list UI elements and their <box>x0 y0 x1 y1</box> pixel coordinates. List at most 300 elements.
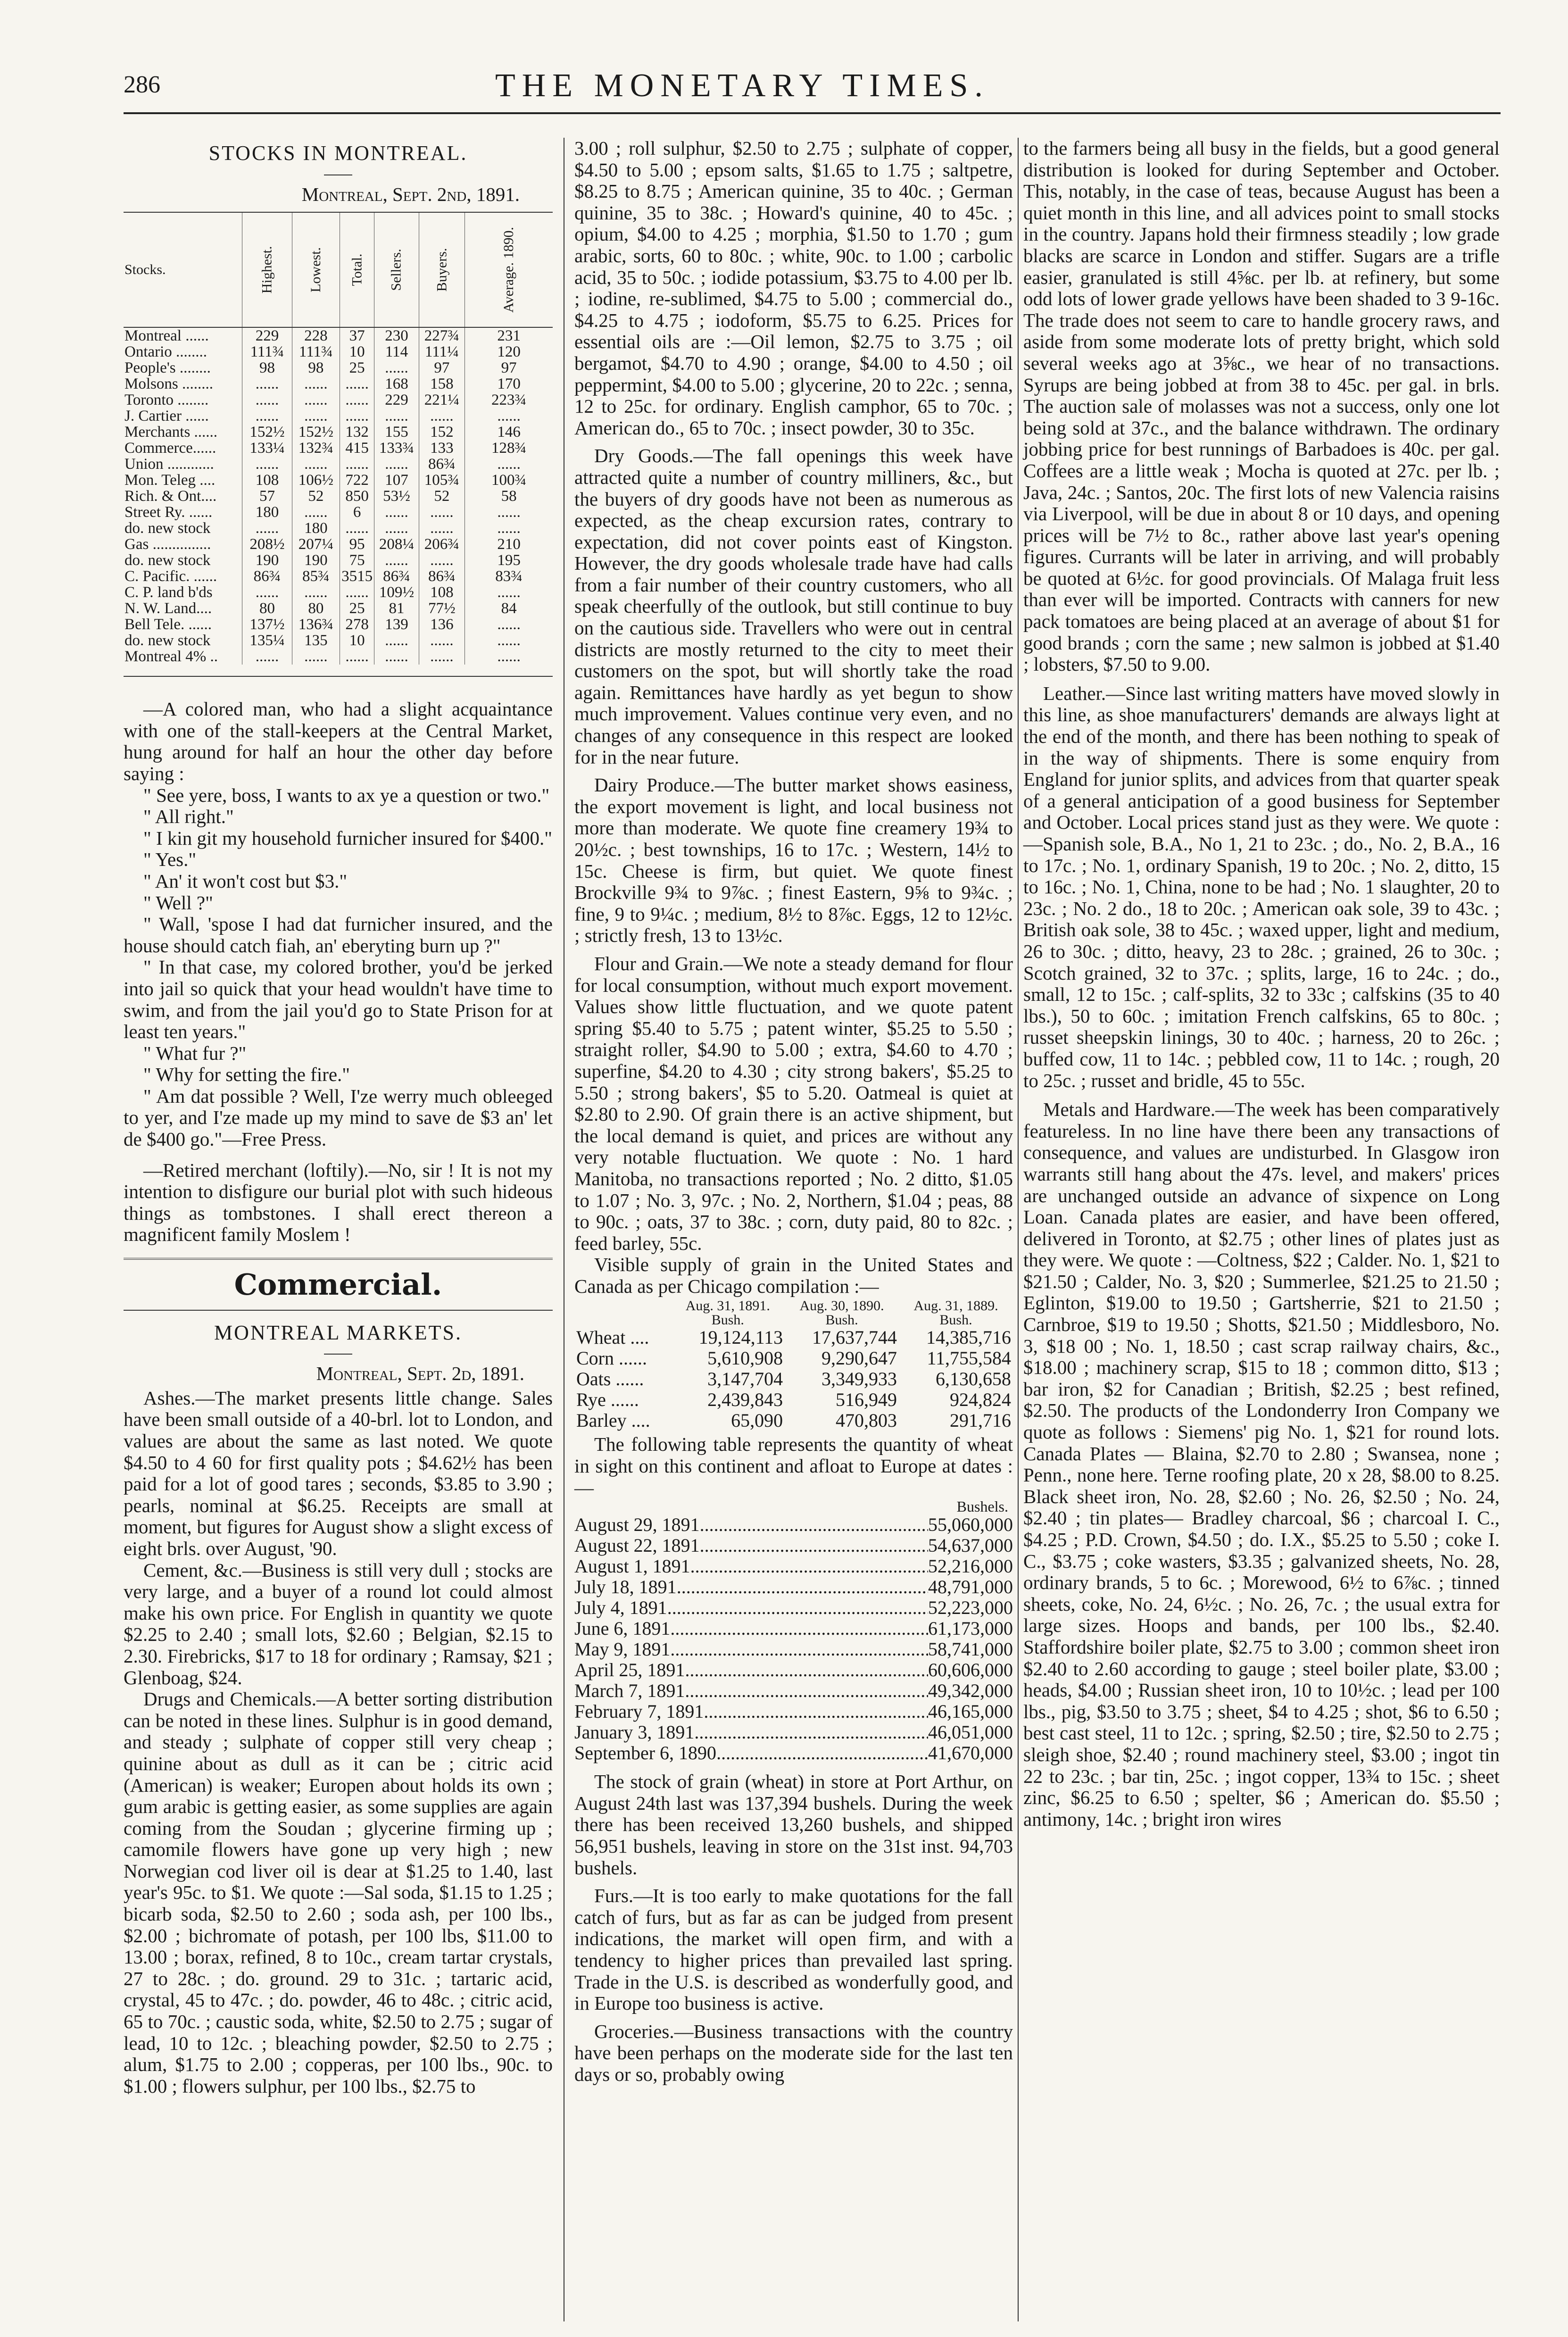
table-row <box>124 424 553 440</box>
grain-value-cell: 3,349,933 <box>821 1368 897 1390</box>
table-row <box>124 616 553 632</box>
stock-value-cell: ...... <box>242 376 292 392</box>
stocks-dateline: Montreal, Sept. 2nd, 1891. <box>301 183 520 205</box>
drugs-continued: 3.00 ; roll sulphur, $2.50 to 2.75 ; sulphate of copper, $4.50 to 5.00 ; epsom salts, $1.65 to 1.75 ; saltpetre, $8.25 to 8.75 ; American quinine, 35 to 40c. ; German quinine, 35 to 38c. ; Howard's quinine, 40 to 45c. ; opium, $4.00 to 4.25 ; morphia, $1.50 to 1.70 ; gum arabic, sorts, 60 to 80c. ; white, 90c. to 1.00 ; carbolic acid, 35 to 50c. ; iodide potassium, $3.75 to 4.00 per lb. ; iodine, re-sublimed, $4.75 to 5.00 ; commercial do., $4.25 to 4.75 ; iodoform, $5.75 to 6.25. Prices for essential oils are :—Oil lemon, $2.75 to 3.75 ; oil bergamot, $4.70 to 4.90 ; orange, $4.00 to 4.50 ; oil peppermint, $4.00 to 5.00 ; glycerine, 20 to 22c. ; senna, 12 to 25c. for ordinary. English camphor, 65 to 70c. ; American do., 65 to 70c. ; insect powder, 30 to 35c. <box>574 137 1013 439</box>
stock-value-cell: ...... <box>292 376 340 392</box>
grain-value-cell: 924,824 <box>950 1389 1011 1411</box>
masthead-rule <box>124 112 1501 114</box>
grain-name-cell: Wheat .... <box>576 1327 649 1348</box>
stock-value-cell: ...... <box>374 632 419 649</box>
groceries-paragraph: Groceries.—Business transactions with the country have been perhaps on the moderate side for the last ten days or so, probably owing <box>574 2020 1013 2085</box>
stock-value-cell: ...... <box>374 360 419 376</box>
table-row <box>124 344 553 360</box>
list-item <box>574 1577 1013 1597</box>
stock-value-cell: 722 <box>340 472 374 488</box>
dot-leader <box>670 1618 928 1639</box>
stock-value-cell: 83¾ <box>465 568 553 584</box>
stock-value-cell: 139 <box>374 616 419 632</box>
stock-value-cell: 111¾ <box>242 344 292 360</box>
stock-name-cell: Merchants ...... <box>124 424 218 441</box>
grain-value-cell: 17,637,744 <box>812 1327 897 1348</box>
stock-value-cell: 207¼ <box>292 536 340 552</box>
column-header: Total. <box>340 212 374 327</box>
table-row <box>124 600 553 616</box>
stock-name-cell: Molsons ........ <box>124 375 213 393</box>
dot-leader <box>685 1680 928 1701</box>
stock-value-cell: 230 <box>374 327 419 344</box>
table-row <box>124 649 553 665</box>
stocks-heading: STOCKS IN MONTREAL. <box>208 141 468 165</box>
heading-rule <box>324 1354 352 1355</box>
wheat-bushels: 55,060,000 <box>928 1514 1013 1536</box>
stock-value-cell: 223¾ <box>465 392 553 408</box>
wheat-bushels: 46,165,000 <box>928 1701 1013 1722</box>
stock-value-cell: ...... <box>242 584 292 600</box>
column-header: Sellers. <box>374 212 419 327</box>
wheat-date: January 3, 1891 <box>574 1722 695 1743</box>
stock-value-cell: ...... <box>242 408 292 424</box>
wheat-date: June 6, 1891 <box>574 1618 671 1639</box>
dot-leader <box>716 1743 928 1763</box>
stock-value-cell: ...... <box>374 520 419 536</box>
stock-value-cell: ...... <box>340 520 374 536</box>
list-item <box>574 1743 1013 1763</box>
stock-value-cell: 81 <box>374 600 419 616</box>
column-header: Highest. <box>242 212 292 327</box>
stock-value-cell: 132 <box>340 424 374 440</box>
stock-value-cell: 158 <box>419 376 465 392</box>
list-item <box>574 1639 1013 1660</box>
stock-value-cell: ...... <box>242 392 292 408</box>
stock-name-cell: C. Pacific. ...... <box>124 568 217 585</box>
paragraph: " Wall, 'spose I had dat furnicher insured, and the house should catch fiah, an' eberyting burn up ?" <box>124 913 553 956</box>
stock-value-cell: 98 <box>292 360 340 376</box>
paragraph: " An' it won't cost but $3." <box>143 870 348 892</box>
stock-value-cell: 57 <box>242 488 292 504</box>
stock-value-cell: 190 <box>242 552 292 568</box>
stock-value-cell: 86¾ <box>374 568 419 584</box>
table-row <box>124 536 553 552</box>
column-header: Average. 1890. <box>465 212 553 327</box>
table-row <box>124 632 553 649</box>
dot-leader <box>704 1701 928 1722</box>
stock-value-cell: ...... <box>465 408 553 424</box>
paragraph: " Well ?" <box>143 891 213 914</box>
stock-value-cell: 108 <box>242 472 292 488</box>
wheat-date: July 18, 1891 <box>574 1576 677 1598</box>
grain-value-cell: 9,290,647 <box>821 1347 897 1369</box>
divider <box>124 676 553 677</box>
list-item <box>574 1556 1013 1577</box>
stock-value-cell: ...... <box>242 520 292 536</box>
metals-paragraph: Metals and Hardware.—The week has been comparatively featureless. In no line have there been any transactions of consequence, and values are undisturbed. In Glasgow iron warrants still hang about the 47s. level, and makers' prices are unchanged outside an advance of sixpence on Long Loan. Canada plates are easier, and have been offered, delivered in Toronto, at $2.75 ; other lines of plates just as they were. We quote : —Coltness, $22 ; Calder. No. 1, $21 to $21.50 ; Calder, No. 3, $20 ; Summerlee, $21.25 to 21.50 ; Eglinton, $19.00 to 19.50 ; Gartsherrie, $21 to 21.50 ; Carnbroe, $19 to 19.50 ; Shotts, $21.50 ; Middlesboro, No. 3, $18 00 ; No. 1, 18.50 ; cast scrap railway chairs, &c., $18.00 ; machinery scrap, $15 to 18 ; common ditto, $13 ; bar iron, $2 for Canadian ; British, $2.25 ; best refined, $2.50. The products of the Londonderry Iron Company we quote as follows : Siemens' pig No. 1, $21 for round lots. Canada Plates — Blaina, $2.70 to 2.80 ; Swansea, none ; Penn., none here. Terne roofing plate, 20 x 28, $8.00 to 8.25. Black sheet iron, No. 28, $2.60 ; No. 26, $2.50 ; No. 24, $2.40 ; tin plates— Bradley charcoal, $6 ; charcoal I. C., $4.25 ; P.D. Crown, $4.50 ; do. I.X., $5.25 to 5.50 ; coke I. C., $3.75 ; coke wasters, $3.35 ; galvanized sheets, No. 28, ordinary brands, 5 to 6c. ; Morewood, 6½ to 6⅞c. ; tinned sheets, coke, No. 24, 6½c. ; No. 26, 7c. ; the usual extra for large sizes. Hoops and bands, per 100 lbs., $2.40. Staffordshire boiler plate, $2.75 to 3.00 ; common sheet iron $2.40 to 2.60 according to gauge ; steel boiler plate, $3.00 ; heads, $4.00 ; Russian sheet iron, 10 to 10½c. ; lead per 100 lbs., pig, $3.50 to 3.75 ; sheet, $4 to 4.25 ; shot, $6 to 6.50 ; best cast steel, 11 to 12c. ; spring, $2.50 ; tire, $2.50 to 2.75 ; sleigh shoe, $2.40 ; round machinery steel, $3.00 ; ingot tin 22 to 23c. ; bar tin, 25c. ; ingot copper, 13¾ to 15c. ; sheet zinc, $6.25 to 6.50 ; spelter, $6 ; American do. $5.50 ; antimony, 14c. ; bright iron wires <box>1023 1098 1500 1830</box>
dot-leader <box>700 1535 928 1556</box>
stock-name-cell: C. P. land b'ds <box>124 584 213 601</box>
stock-value-cell: 111¼ <box>419 344 465 360</box>
stock-value-cell: 52 <box>292 488 340 504</box>
stock-value-cell: 210 <box>465 536 553 552</box>
grain-supply-table <box>574 1299 1013 1431</box>
wheat-unit: Bushels. <box>956 1498 1008 1515</box>
list-item <box>574 1722 1013 1743</box>
stock-value-cell: 100¾ <box>465 472 553 488</box>
dot-leader <box>667 1597 928 1618</box>
stock-value-cell: ...... <box>465 616 553 632</box>
list-item <box>574 1701 1013 1722</box>
stock-value-cell: ...... <box>374 456 419 472</box>
section-title: Commercial. <box>234 1267 442 1302</box>
column-1 <box>124 138 553 2097</box>
stock-value-cell: 10 <box>340 632 374 649</box>
stock-value-cell: 132¾ <box>292 440 340 456</box>
stock-value-cell: 85¾ <box>292 568 340 584</box>
grain-name-cell: Corn ...... <box>576 1347 647 1369</box>
furs-paragraph: Furs.—It is too early to make quotations for the fall catch of furs, but as far as can be judged from present indications, the market will open firm, and with a tendency to higher prices than prevailed last spring. Trade in the U.S. is described as wonderfully good, and in Europe too business is active. <box>574 1885 1013 2014</box>
stock-value-cell: ...... <box>340 408 374 424</box>
stock-value-cell: ...... <box>242 456 292 472</box>
stock-value-cell: ...... <box>292 504 340 520</box>
column-header: Aug. 31, 1891. Bush. <box>685 1298 770 1328</box>
stock-value-cell: ...... <box>374 408 419 424</box>
stock-value-cell: 98 <box>242 360 292 376</box>
stock-name-cell: J. Cartier ...... <box>124 408 209 425</box>
stock-name-cell: Toronto ........ <box>124 391 209 409</box>
stock-name-cell: do. new stock <box>124 632 211 649</box>
wheat-date: July 4, 1891 <box>574 1597 667 1619</box>
stock-value-cell: ...... <box>419 504 465 520</box>
wheat-date: April 25, 1891 <box>574 1659 685 1681</box>
leather-paragraph: Leather.—Since last writing matters have moved slowly in this line, as shoe manufacturers' demands are always light at the end of the month, and there has been nothing to speak of in the way of shipments. There is some enquiry from England for junior splits, and advices from that quarter speak of a general anticipation of a good business for September and October. Local prices stand just as they were. We quote :—Spanish sole, B.A., No 1, 21 to 23c. ; do., No. 2, B.A., 16 to 17c. ; No. 1, ordinary Spanish, 19 to 20c. ; No. 2, ditto, 15 to 16c. ; No. 1, China, none to be had ; No. 1 slaughter, 20 to 23c. ; No. 2 do., 18 to 20c. ; American oak sole, 39 to 43c. ; British oak sole, 38 to 45c. ; waxed upper, light and medium, 26 to 30c. ; ditto, heavy, 23 to 28c. ; grained, 26 to 30c. ; Scotch grained, 32 to 37c. ; splits, large, 16 to 24c. ; do., small, 12 to 15c. ; calf-splits, 32 to 33c ; calfskins (35 to 40 lbs.), 50 to 60c. ; imitation French calfskins, 65 to 80c. ; russet sheepskin linings, 30 to 40c. ; harness, 20 to 26c. ; buffed cow, 11 to 14c. ; pebbled cow, 11 to 14c. ; rough, 20 to 25c. ; russet and bridle, 45 to 55c. <box>1023 682 1500 1091</box>
wheat-bushels: 46,051,000 <box>928 1722 1013 1743</box>
stock-value-cell: 3515 <box>340 568 374 584</box>
wheat-bushels: 52,216,000 <box>928 1555 1013 1577</box>
flour-paragraph: Flour and Grain.—We note a steady demand for flour for local consumption, without much export movement. Values show little fluctuation, and we quote patent spring $5.40 to 5.75 ; patent winter, $5.25 to 5.50 ; straight roller, $4.90 to 5.00 ; extra, $4.60 to 4.70 ; superfine, $4.20 to 4.30 ; city strong bakers', $5.25 to 5.50 ; strong bakers', $5 to 5.20. Oatmeal is quiet at $2.80 to 2.90. Of grain there is an active shipment, but the local demand is quiet, and prices are without any very notable fluctuation. We quote : No. 1 hard Manitoba, no transactions reported ; No. 2 ditto, $1.05 to 1.07 ; No. 3, 97c. ; No. 2, Northern, $1.04 ; peas, 88 to 90c. ; oats, 37 to 38c. ; corn, duty paid, 80 to 82c. ; feed barley, 55c. <box>574 952 1013 1254</box>
table-row <box>124 520 553 536</box>
stock-value-cell: 180 <box>292 520 340 536</box>
markets-dateline: Montreal, Sept. 2d, 1891. <box>316 1363 524 1385</box>
dot-leader <box>677 1577 928 1597</box>
table-row <box>574 1389 1013 1410</box>
wheat-date: February 7, 1891 <box>574 1701 704 1722</box>
list-item <box>574 1680 1013 1701</box>
divider <box>124 1310 553 1311</box>
grain-value-cell: 65,090 <box>731 1410 783 1431</box>
wheat-bushels: 60,606,000 <box>928 1659 1013 1681</box>
anecdote <box>124 699 553 1246</box>
column-header: Stocks. <box>124 212 242 327</box>
masthead-title: THE MONETARY TIMES. <box>495 67 989 104</box>
stock-value-cell: ...... <box>465 520 553 536</box>
stock-value-cell: 86¾ <box>419 456 465 472</box>
cement-paragraph: Cement, &c.—Business is still very dull ; stocks are very large, and a buyer of a round lot could almost make his own price. For English in quantity we quote $2.25 to 2.40 ; small lots, $2.60 ; Belgian, $2.15 to 2.30. Firebricks, $17 to 18 for ordinary ; Ramsay, $21 ; Glenboag, $24. <box>124 1559 553 1688</box>
paragraph: " Yes." <box>143 848 197 871</box>
page-number: 286 <box>124 71 160 98</box>
stock-name-cell: N. W. Land.... <box>124 600 212 617</box>
grain-value-cell: 3,147,704 <box>707 1368 783 1390</box>
stock-value-cell: ...... <box>419 552 465 568</box>
stock-value-cell: 84 <box>465 600 553 616</box>
wheat-bushels: 41,670,000 <box>928 1742 1013 1764</box>
paragraph: " All right." <box>143 806 234 828</box>
stock-value-cell: 106½ <box>292 472 340 488</box>
stock-value-cell: 415 <box>340 440 374 456</box>
paragraph: —A colored man, who had a slight acquaintance with one of the stall-keepers at the Central Market, hung around for half an hour the other day before saying : <box>124 698 553 784</box>
stock-value-cell: ...... <box>465 456 553 472</box>
wheat-bushels: 58,741,000 <box>928 1638 1013 1660</box>
grain-name-cell: Barley .... <box>576 1410 650 1431</box>
stock-value-cell: 229 <box>374 392 419 408</box>
stocks-table <box>124 212 553 665</box>
stock-value-cell: ...... <box>465 504 553 520</box>
stock-value-cell: ...... <box>340 649 374 665</box>
stock-value-cell: 135 <box>292 632 340 649</box>
dairy-paragraph: Dairy Produce.—The butter market shows easiness, the export movement is light, and local business not more than moderate. We quote fine creamery 19¾ to 20½c. ; best townships, 16 to 17c. ; Western, 14½ to 15c. Cheese is firm, but quiet. We quote finest Brockville 9¾ to 9⅞c. ; finest Eastern, 9⅝ to 9¾c. ; fine, 9 to 9¼c. ; medium, 8½ to 8⅞c. Eggs, 12 to 12½c. ; strictly fresh, 13 to 13½c. <box>574 774 1013 947</box>
ashes-paragraph: Ashes.—The market presents little change. Sales have been small outside of a 40-brl. lot to London, and values are about the same as last noted. We quote $4.50 to 4 60 for first quality pots ; $4.62½ has been paid for a lot of good tares ; seconds, $3.85 to 3.90 ; pearls, nominal at $6.25. Receipts are small at moment, but figures for August show a slight excess of eight brls. over August, '90. <box>124 1387 553 1559</box>
stocks-table-body <box>124 327 553 665</box>
stock-value-cell: 136¾ <box>292 616 340 632</box>
dot-leader <box>685 1660 928 1680</box>
column-divider <box>1018 138 1019 2321</box>
column-3 <box>1023 138 1500 1830</box>
stock-value-cell: ...... <box>374 649 419 665</box>
stock-value-cell: ...... <box>292 392 340 408</box>
stock-name-cell: Union ............ <box>124 456 214 473</box>
stock-value-cell: 111¾ <box>292 344 340 360</box>
table-row <box>124 376 553 392</box>
stock-value-cell: 229 <box>242 327 292 344</box>
table-row <box>124 488 553 504</box>
table-row <box>124 472 553 488</box>
stock-value-cell: 133¼ <box>242 440 292 456</box>
stock-value-cell: 80 <box>292 600 340 616</box>
stock-value-cell: 190 <box>292 552 340 568</box>
dot-leader <box>694 1722 928 1743</box>
stock-value-cell: 168 <box>374 376 419 392</box>
grain-value-cell: 14,385,716 <box>926 1327 1011 1348</box>
table-row <box>124 568 553 584</box>
stock-value-cell: ...... <box>340 584 374 600</box>
grain-value-cell: 11,755,584 <box>927 1347 1011 1369</box>
grain-supply-body <box>574 1327 1013 1431</box>
stock-value-cell: 155 <box>374 424 419 440</box>
list-item <box>574 1535 1013 1556</box>
stock-name-cell: Commerce...... <box>124 440 216 457</box>
stock-value-cell: 37 <box>340 327 374 344</box>
wheat-date: May 9, 1891 <box>574 1638 671 1660</box>
paragraph: " What fur ?" <box>143 1042 247 1064</box>
stock-value-cell: 58 <box>465 488 553 504</box>
stock-value-cell: ...... <box>340 376 374 392</box>
dot-leader <box>700 1514 928 1535</box>
stock-value-cell: ...... <box>340 392 374 408</box>
wheat-bushels: 48,791,000 <box>928 1576 1013 1598</box>
list-item <box>574 1660 1013 1680</box>
stock-value-cell: 86¾ <box>242 568 292 584</box>
stock-value-cell: ...... <box>419 520 465 536</box>
dry-goods-paragraph: Dry Goods.—The fall openings this week have attracted quite a number of country milliners, &c., but the buyers of dry goods have not been as numerous as expected, as the cheap excursion rates, contrary to expectation, did not cover points east of Kingston. However, the dry goods wholesale trade have had calls from a fair number of their country customers, who all speak cheerfully of the outlook, but still continue to buy on the cautious side. Travellers who were out in central districts are mostly returned to the city to meet their customers on the spot, but will shortly take the road again. Remittances have hardly as yet begun to show much improvement. Values continue very even, and no changes of any consequence in this respect are looked for in the near future. <box>574 445 1013 768</box>
stock-value-cell: 86¾ <box>419 568 465 584</box>
supply-intro: Visible supply of grain in the United States and Canada as per Chicago compilation :— <box>574 1254 1013 1297</box>
table-row <box>124 360 553 376</box>
list-item <box>574 1618 1013 1639</box>
stock-value-cell: 77½ <box>419 600 465 616</box>
stock-value-cell: 120 <box>465 344 553 360</box>
stock-value-cell: 95 <box>340 536 374 552</box>
wheat-bushels: 49,342,000 <box>928 1680 1013 1702</box>
stock-value-cell: 195 <box>465 552 553 568</box>
stock-name-cell: Mon. Teleg .... <box>124 472 216 489</box>
column-header: Lowest. <box>292 212 340 327</box>
stock-value-cell: 228 <box>292 327 340 344</box>
wheat-date: August 29, 1891 <box>574 1514 700 1536</box>
grain-name-cell: Rye ...... <box>576 1389 639 1411</box>
table-row <box>124 504 553 520</box>
stock-value-cell: ...... <box>242 649 292 665</box>
stock-value-cell: 97 <box>419 360 465 376</box>
table-row <box>124 456 553 472</box>
stock-value-cell: ...... <box>374 552 419 568</box>
stock-value-cell: 108 <box>419 584 465 600</box>
stock-value-cell: 25 <box>340 360 374 376</box>
stock-value-cell: 75 <box>340 552 374 568</box>
groceries-continued: to the farmers being all busy in the fields, but a good general distribution is looked for during September and October. This, notably, in the case of teas, because August has been a quiet month in this line, and all advices point to small stocks in the country. Japans hold their firmness steadily ; low grade blacks are scarce in London and stiffer. Sugars are a trifle easier, granulated is still 4⅝c. per lb. at refinery, but some odd lots of lower grade yellows have been shaded to 3 9-16c. The trade does not seem to care to handle grocery raws, and aside from some moderate lots of pretty bright, which sold several weeks ago at 3⅝c., we hear of no transactions. Syrups are being jobbed at from 38 to 45c. per gal. in brls. The auction sale of molasses was not a success, only one lot being sold at 37c., and the balance withdrawn. The ordinary jobbing price for best runnings of Barbadoes is 40c. per gal. Coffees are a little weak ; Mocha is quoted at 27c. per lb. ; Java, 24c. ; Santos, 20c. The first lots of new Valencia raisins via Liverpool, will be due in about 8 or 10 days, and opening prices will be 7½ to 8c., rather above last year's opening figures. Currants will be later in arriving, and will probably be quoted at 6½c. for good provincials. Of Malaga fruit less than ever will be imported. Contracts with canners for new pack tomatoes are being placed at an average of about $1 for good brands ; corn the same ; new salmon is jobbed at $1.40 ; lobsters, $7.50 to 9.00. <box>1023 137 1500 675</box>
stock-value-cell: ...... <box>419 408 465 424</box>
wheat-in-sight-list <box>574 1514 1013 1763</box>
grain-value-cell: 6,130,658 <box>936 1368 1011 1390</box>
stock-value-cell: 180 <box>242 504 292 520</box>
list-item <box>574 1597 1013 1618</box>
stock-name-cell: Ontario ........ <box>124 343 207 361</box>
wheat-date: March 7, 1891 <box>574 1680 685 1702</box>
wheat-date: August 22, 1891 <box>574 1535 700 1556</box>
paragraph: " In that case, my colored brother, you'd be jerked into jail so quick that your head wouldn't have time to swim, and from the jail you'd go to State Prison for at least ten years." <box>124 956 553 1043</box>
stock-value-cell: 152½ <box>242 424 292 440</box>
stock-value-cell: 6 <box>340 504 374 520</box>
grain-value-cell: 516,949 <box>836 1389 897 1411</box>
stock-value-cell: 137½ <box>242 616 292 632</box>
grain-value-cell: 19,124,113 <box>698 1327 783 1348</box>
stock-value-cell: 152 <box>419 424 465 440</box>
stock-value-cell: 170 <box>465 376 553 392</box>
table-row <box>124 392 553 408</box>
wheat-bushels: 61,173,000 <box>928 1618 1013 1639</box>
table-row <box>124 552 553 568</box>
table-row <box>124 408 553 424</box>
paragraph: " Am dat possible ? Well, I'ze werry much obleeged to yer, and I'ze made up my mind to save de $3 an' let de $400 go."—Free Press. <box>124 1085 553 1150</box>
column-2 <box>574 138 1013 2086</box>
stock-value-cell: ...... <box>465 584 553 600</box>
stock-value-cell: ...... <box>292 456 340 472</box>
stock-value-cell: ...... <box>292 408 340 424</box>
grain-value-cell: 291,716 <box>950 1410 1011 1431</box>
stock-name-cell: Rich. & Ont.... <box>124 488 217 505</box>
stock-name-cell: People's ........ <box>124 359 211 377</box>
stock-value-cell: 206¾ <box>419 536 465 552</box>
stock-name-cell: Montreal ...... <box>124 327 209 345</box>
stock-value-cell: 80 <box>242 600 292 616</box>
wheat-date: August 1, 1891 <box>574 1555 690 1577</box>
stock-value-cell: 25 <box>340 600 374 616</box>
paragraph: " I kin git my household furnicher insured for $400." <box>143 827 552 849</box>
table-row <box>124 327 553 344</box>
port-arthur-paragraph: The stock of grain (wheat) in store at Port Arthur, on August 24th last was 137,394 bushels. During the week there has been received 13,260 bushels, and shipped 56,951 bushels, leaving in store on the 31st inst. 94,703 bushels. <box>574 1771 1013 1879</box>
grain-value-cell: 2,439,843 <box>707 1389 783 1411</box>
stock-value-cell: 146 <box>465 424 553 440</box>
column-header: Buyers. <box>419 212 465 327</box>
stock-value-cell: 52 <box>419 488 465 504</box>
stock-value-cell: ...... <box>419 632 465 649</box>
stock-value-cell: 133 <box>419 440 465 456</box>
stock-value-cell: ...... <box>340 456 374 472</box>
stock-value-cell: 227¾ <box>419 327 465 344</box>
paragraph: " Why for setting the fire." <box>143 1064 350 1086</box>
stock-name-cell: Street Ry. ...... <box>124 504 213 521</box>
paragraph: " See yere, boss, I wants to ax ye a question or two." <box>143 784 550 806</box>
column-header: Aug. 30, 1890. Bush. <box>799 1298 884 1328</box>
table-row <box>124 440 553 456</box>
stock-value-cell: 135¼ <box>242 632 292 649</box>
table-row <box>574 1348 1013 1369</box>
stock-value-cell: 133¾ <box>374 440 419 456</box>
grain-value-cell: 5,610,908 <box>707 1347 783 1369</box>
paragraph: —Retired merchant (loftily).—No, sir ! It is not my intention to disfigure our burial plot with such hideous things as tombstones. I shall erect thereon a magnificent family Moslem ! <box>124 1159 553 1246</box>
table-row <box>124 584 553 600</box>
stock-value-cell: 128¾ <box>465 440 553 456</box>
wheat-bushels: 54,637,000 <box>928 1535 1013 1556</box>
list-item <box>574 1514 1013 1535</box>
stock-name-cell: do. new stock <box>124 520 211 537</box>
wheat-intro: The following table represents the quantity of wheat in sight on this continent and afloat to Europe at dates :— <box>574 1433 1013 1498</box>
stock-value-cell: 97 <box>465 360 553 376</box>
stock-name-cell: Gas ............... <box>124 536 211 553</box>
stock-value-cell: 208¼ <box>374 536 419 552</box>
stock-value-cell: 152½ <box>292 424 340 440</box>
drugs-paragraph: Drugs and Chemicals.—A better sorting distribution can be noted in these lines. Sulphur is in good demand, and steady ; sulphate of copper still very cheap ; quinine about as dull as it can be ; citric acid (American) is weaker; Europen about holds its own ; gum arabic is getting easier, as some supplies are again coming from the Soudan ; glycerine firming up ; camomile flowers have gone up very high ; new Norwegian cod liver oil is dear at $1.25 to 1.40, last year's 95c. to $1. We quote :—Sal soda, $1.15 to 1.25 ; bicarb soda, $2.50 to 2.60 ; soda ash, per 100 lbs., $2.00 ; bichromate of potash, per 100 lbs, $11.00 to 13.00 ; borax, refined, 8 to 10c., cream tartar crystals, 27 to 28c. ; do. ground. 29 to 31c. ; tartaric acid, crystal, 45 to 47c. ; do. powder, 46 to 48c. ; citric acid, 65 to 70c. ; caustic soda, white, $2.50 to 2.75 ; sugar of lead, 10 to 12c. ; bleaching powder, $2.50 to 2.75 ; alum, $1.75 to 2.00 ; copperas, per 100 lbs., 90c. to $1.00 ; flowers sulphur, per 100 lbs., $2.75 to <box>124 1688 553 2097</box>
stock-value-cell: 107 <box>374 472 419 488</box>
stock-value-cell: ...... <box>292 649 340 665</box>
stock-value-cell: ...... <box>419 649 465 665</box>
stock-value-cell: 136 <box>419 616 465 632</box>
stock-value-cell: 109½ <box>374 584 419 600</box>
wheat-bushels: 52,223,000 <box>928 1597 1013 1619</box>
column-header: Aug. 31, 1889. Bush. <box>913 1298 998 1328</box>
stock-name-cell: Bell Tele. ...... <box>124 616 212 633</box>
stock-value-cell: ...... <box>465 649 553 665</box>
stock-value-cell: 231 <box>465 327 553 344</box>
stock-name-cell: Montreal 4% .. <box>124 648 218 665</box>
stock-value-cell: 114 <box>374 344 419 360</box>
markets-heading: MONTREAL MARKETS. <box>214 1321 463 1344</box>
grain-name-cell: Oats ...... <box>576 1368 644 1390</box>
stock-value-cell: 278 <box>340 616 374 632</box>
table-row <box>574 1327 1013 1348</box>
stock-value-cell: 208½ <box>242 536 292 552</box>
stock-value-cell: 53½ <box>374 488 419 504</box>
table-row <box>574 1410 1013 1431</box>
stock-value-cell: 10 <box>340 344 374 360</box>
wheat-date: September 6, 1890 <box>574 1742 717 1764</box>
section-rule <box>124 1258 553 1260</box>
table-row <box>574 1369 1013 1389</box>
stock-value-cell: ...... <box>292 584 340 600</box>
stock-name-cell: do. new stock <box>124 552 211 569</box>
stock-value-cell: ...... <box>465 632 553 649</box>
stock-value-cell: 221¼ <box>419 392 465 408</box>
dot-leader <box>690 1556 928 1577</box>
stock-value-cell: 850 <box>340 488 374 504</box>
stock-value-cell: 105¾ <box>419 472 465 488</box>
dot-leader <box>670 1639 928 1660</box>
